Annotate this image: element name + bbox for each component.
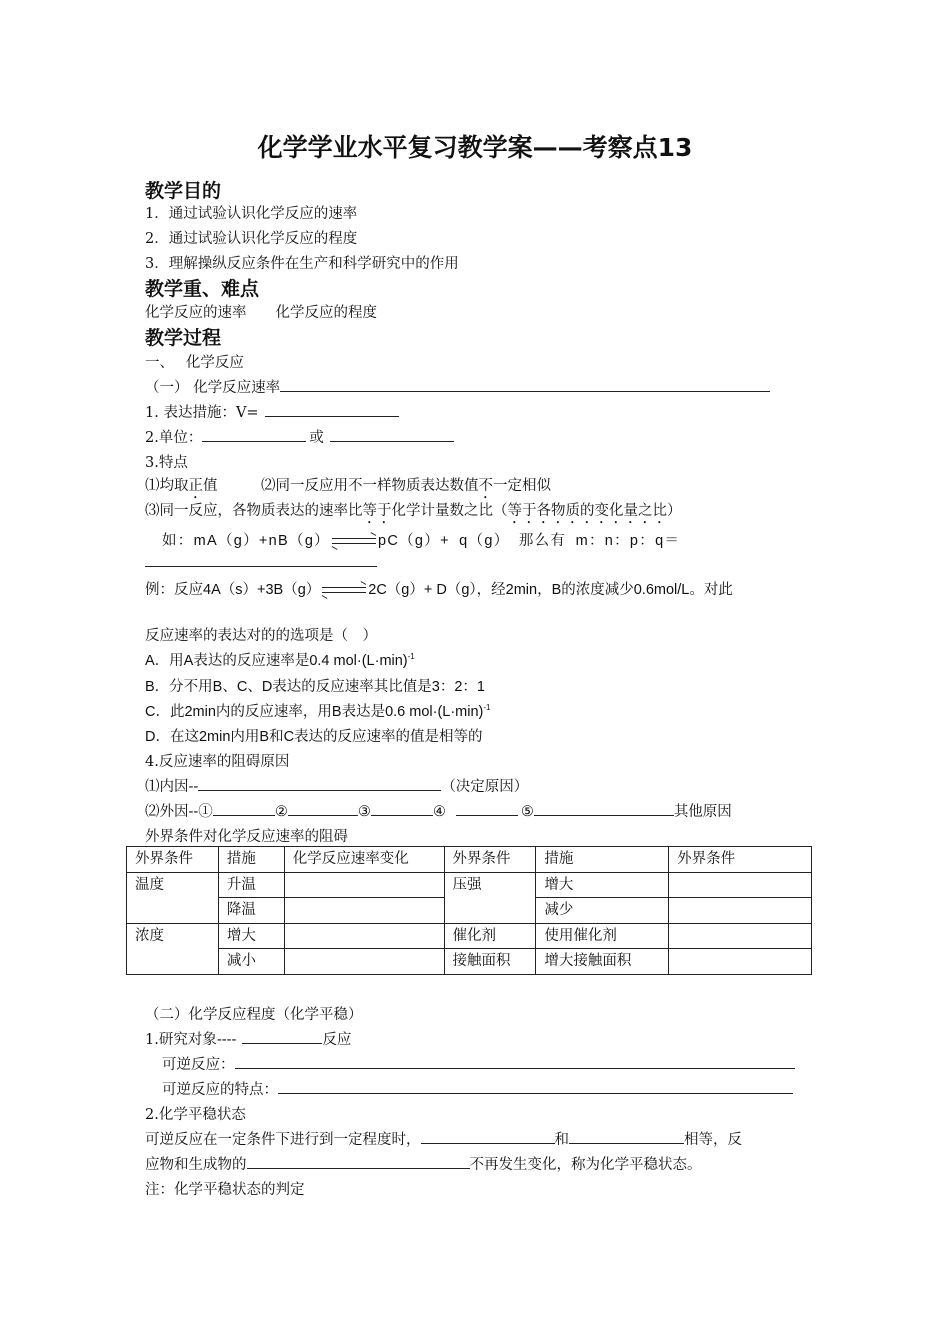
table-cell: 使用催化剂 <box>536 923 669 949</box>
option-a <box>145 649 415 670</box>
equilibrium-def-2 <box>145 1153 702 1174</box>
equilibrium-def-1 <box>145 1128 742 1149</box>
reversible-line <box>162 1053 795 1074</box>
expression-line <box>145 401 402 422</box>
feature-text: 值 ⑵同一反应用不一样物质表达数值 <box>203 478 479 494</box>
blank-line <box>288 801 358 816</box>
blank-line <box>534 801 674 816</box>
table-cell: 浓度 <box>127 923 219 974</box>
table-header: 外界条件 <box>669 847 812 873</box>
blank-line <box>202 427 306 442</box>
blank-line <box>330 427 454 442</box>
reversible-feature-line <box>162 1078 793 1099</box>
table-header: 外界条件 <box>444 847 536 873</box>
line-text: 应物和生成物的 <box>145 1157 247 1173</box>
answer-cell <box>669 872 812 898</box>
line-text: 1.研究对象---- <box>145 1032 237 1048</box>
emphasis-text: 等于 <box>362 503 392 519</box>
blank-line <box>371 801 433 816</box>
unit-label: 2.单位： <box>145 430 203 446</box>
equilibrium-arrow-icon <box>332 535 376 547</box>
table-cell: 升温 <box>218 872 284 898</box>
blank-line <box>247 1154 470 1169</box>
question-stem-2: 反应速率的表达对的的选项是（ ） <box>145 628 377 644</box>
goal-item: 3．理解操纵反应条件在生产和科学研究中的作用 <box>145 256 459 272</box>
answer-cell <box>669 949 812 975</box>
blank-line <box>456 801 518 816</box>
blank-line <box>213 801 275 816</box>
blank-line <box>145 566 377 567</box>
rate-section-title <box>145 376 773 397</box>
superscript: -1 <box>483 703 491 713</box>
key-points-heading: 教学重、难点 <box>145 278 260 300</box>
line-text: 和 <box>554 1132 569 1148</box>
equilibrium-state-title: 2.化学平稳状态 <box>145 1107 246 1123</box>
option-text: C．此2min内的反应速率，用B表达是0.6 mol·(L·min) <box>145 704 484 720</box>
option-text: A．用A表达的反应速率是0.4 mol·(L·min) <box>145 653 408 669</box>
goal-item: 2．通过试验认识化学反应的程度 <box>145 231 358 247</box>
line-text: 可逆反应的特点： <box>162 1082 278 1098</box>
table-header-row <box>127 847 812 873</box>
inner-factor-line <box>145 775 528 796</box>
factor-label: 其他原因 <box>673 804 732 820</box>
blank-line <box>278 1079 793 1094</box>
option-b: B．分不用B、C、D表达的反应速率其比值是3：2：1 <box>145 679 485 695</box>
line-text: 可逆反应在一定条件下进行到一定程度时， <box>145 1132 421 1148</box>
table-cell: 温度 <box>127 872 219 923</box>
factor-note: （决定原因） <box>441 779 529 795</box>
blank-line <box>198 776 441 791</box>
table-cell: 降温 <box>218 898 284 924</box>
option-d: D．在这2min内用B和C表达的反应速率的值是相等的 <box>145 729 483 745</box>
emphasis-text: 不 <box>478 478 493 494</box>
table-cell: 减小 <box>218 949 284 975</box>
goal-item: 1．通过试验认识化学反应的速率 <box>145 206 358 222</box>
emphasis-text: 等于各物质的变化量之比 <box>507 503 667 519</box>
superscript: -1 <box>407 652 415 662</box>
answer-cell <box>669 898 812 924</box>
option-c <box>145 700 491 721</box>
ratio-text: 如：mA（g）+nB（g） <box>162 533 330 549</box>
line-text: 反应 <box>322 1032 352 1048</box>
blank-line <box>265 402 399 417</box>
factor-marker: ⑤ <box>520 804 534 820</box>
table-header: 化学反应速率变化 <box>284 847 444 873</box>
table-cell: 接触面积 <box>444 949 536 975</box>
feature-text: ⑴均取 <box>145 478 189 494</box>
table-cell: 压强 <box>444 872 536 923</box>
ratio-example <box>162 529 680 550</box>
line-text: 不再发生变化，称为化学平稳状态。 <box>469 1157 702 1173</box>
feature-1-2 <box>145 474 551 502</box>
blank-line <box>280 377 770 392</box>
table-row <box>127 949 812 975</box>
blank-line <box>242 1029 322 1044</box>
feature-text: ） <box>667 503 682 519</box>
goals-heading: 教学目的 <box>145 180 222 202</box>
research-object-line <box>145 1028 351 1049</box>
blank-line <box>569 1129 684 1144</box>
blank-line <box>421 1129 555 1144</box>
line-text: 可逆反应： <box>162 1057 235 1073</box>
table-caption: 外界条件对化学反应速率的阻碍 <box>145 829 348 845</box>
answer-cell <box>669 923 812 949</box>
expression-label: 1. 表达措施：V= <box>145 405 259 421</box>
outer-factor-line <box>145 800 732 821</box>
question-text: 2C（g）+ D（g），经2min，B的浓度减少0.6mol/L。对此 <box>368 582 733 598</box>
table-cell: 增大 <box>218 923 284 949</box>
page-title: 化学学业水平复习教学案——考察点13 <box>257 133 693 162</box>
line-text: 相等，反 <box>684 1132 742 1148</box>
table-cell: 催化剂 <box>444 923 536 949</box>
factor-marker: ④ <box>432 804 446 820</box>
part-one-title: 一、 化学反应 <box>145 355 244 371</box>
unit-or: 或 <box>309 430 324 446</box>
table-cell: 减少 <box>536 898 669 924</box>
table-header: 外界条件 <box>127 847 219 873</box>
factor-label: ⑴内因-- <box>145 779 199 795</box>
rate-title-text: （一） 化学反应速率 <box>145 380 281 396</box>
equilibrium-arrow-icon <box>322 584 366 596</box>
factor-label: ⑵外因--① <box>145 804 213 820</box>
feature-text: 化学计量数之比（ <box>391 503 508 519</box>
factors-title: 4.反应速率的阻碍原因 <box>145 754 290 770</box>
unit-line <box>145 426 457 447</box>
answer-cell <box>284 872 444 898</box>
key-points-text: 化学反应的速率 化学反应的程度 <box>145 305 377 321</box>
table-header: 措施 <box>218 847 284 873</box>
answer-cell <box>284 898 444 924</box>
part-two-title: （二）化学反应程度（化学平稳） <box>145 1007 363 1023</box>
factors-table <box>126 846 812 975</box>
emphasis-text: 正 <box>188 478 203 494</box>
note-line: 注：化学平稳状态的判定 <box>145 1182 305 1198</box>
ratio-text: pC（g）+ q（g） 那么有 m：n：p：q＝ <box>377 533 681 549</box>
features-label: 3.特点 <box>145 455 188 471</box>
blank-line <box>235 1054 795 1069</box>
feature-text: ⑶同一反应，各物质表达的速率比 <box>145 503 363 519</box>
answer-cell <box>284 949 444 975</box>
table-cell: 增大接触面积 <box>536 949 669 975</box>
factor-marker: ② <box>274 804 288 820</box>
process-heading: 教学过程 <box>145 327 222 349</box>
factor-marker: ③ <box>357 804 371 820</box>
question-stem <box>145 578 733 599</box>
feature-text: 一定相似 <box>493 478 551 494</box>
question-text: 例：反应4A（s）+3B（g） <box>145 582 321 598</box>
answer-cell <box>284 923 444 949</box>
feature-3 <box>145 499 682 527</box>
table-header: 措施 <box>536 847 669 873</box>
table-row <box>127 872 812 898</box>
table-cell: 增大 <box>536 872 669 898</box>
table-row <box>127 923 812 949</box>
